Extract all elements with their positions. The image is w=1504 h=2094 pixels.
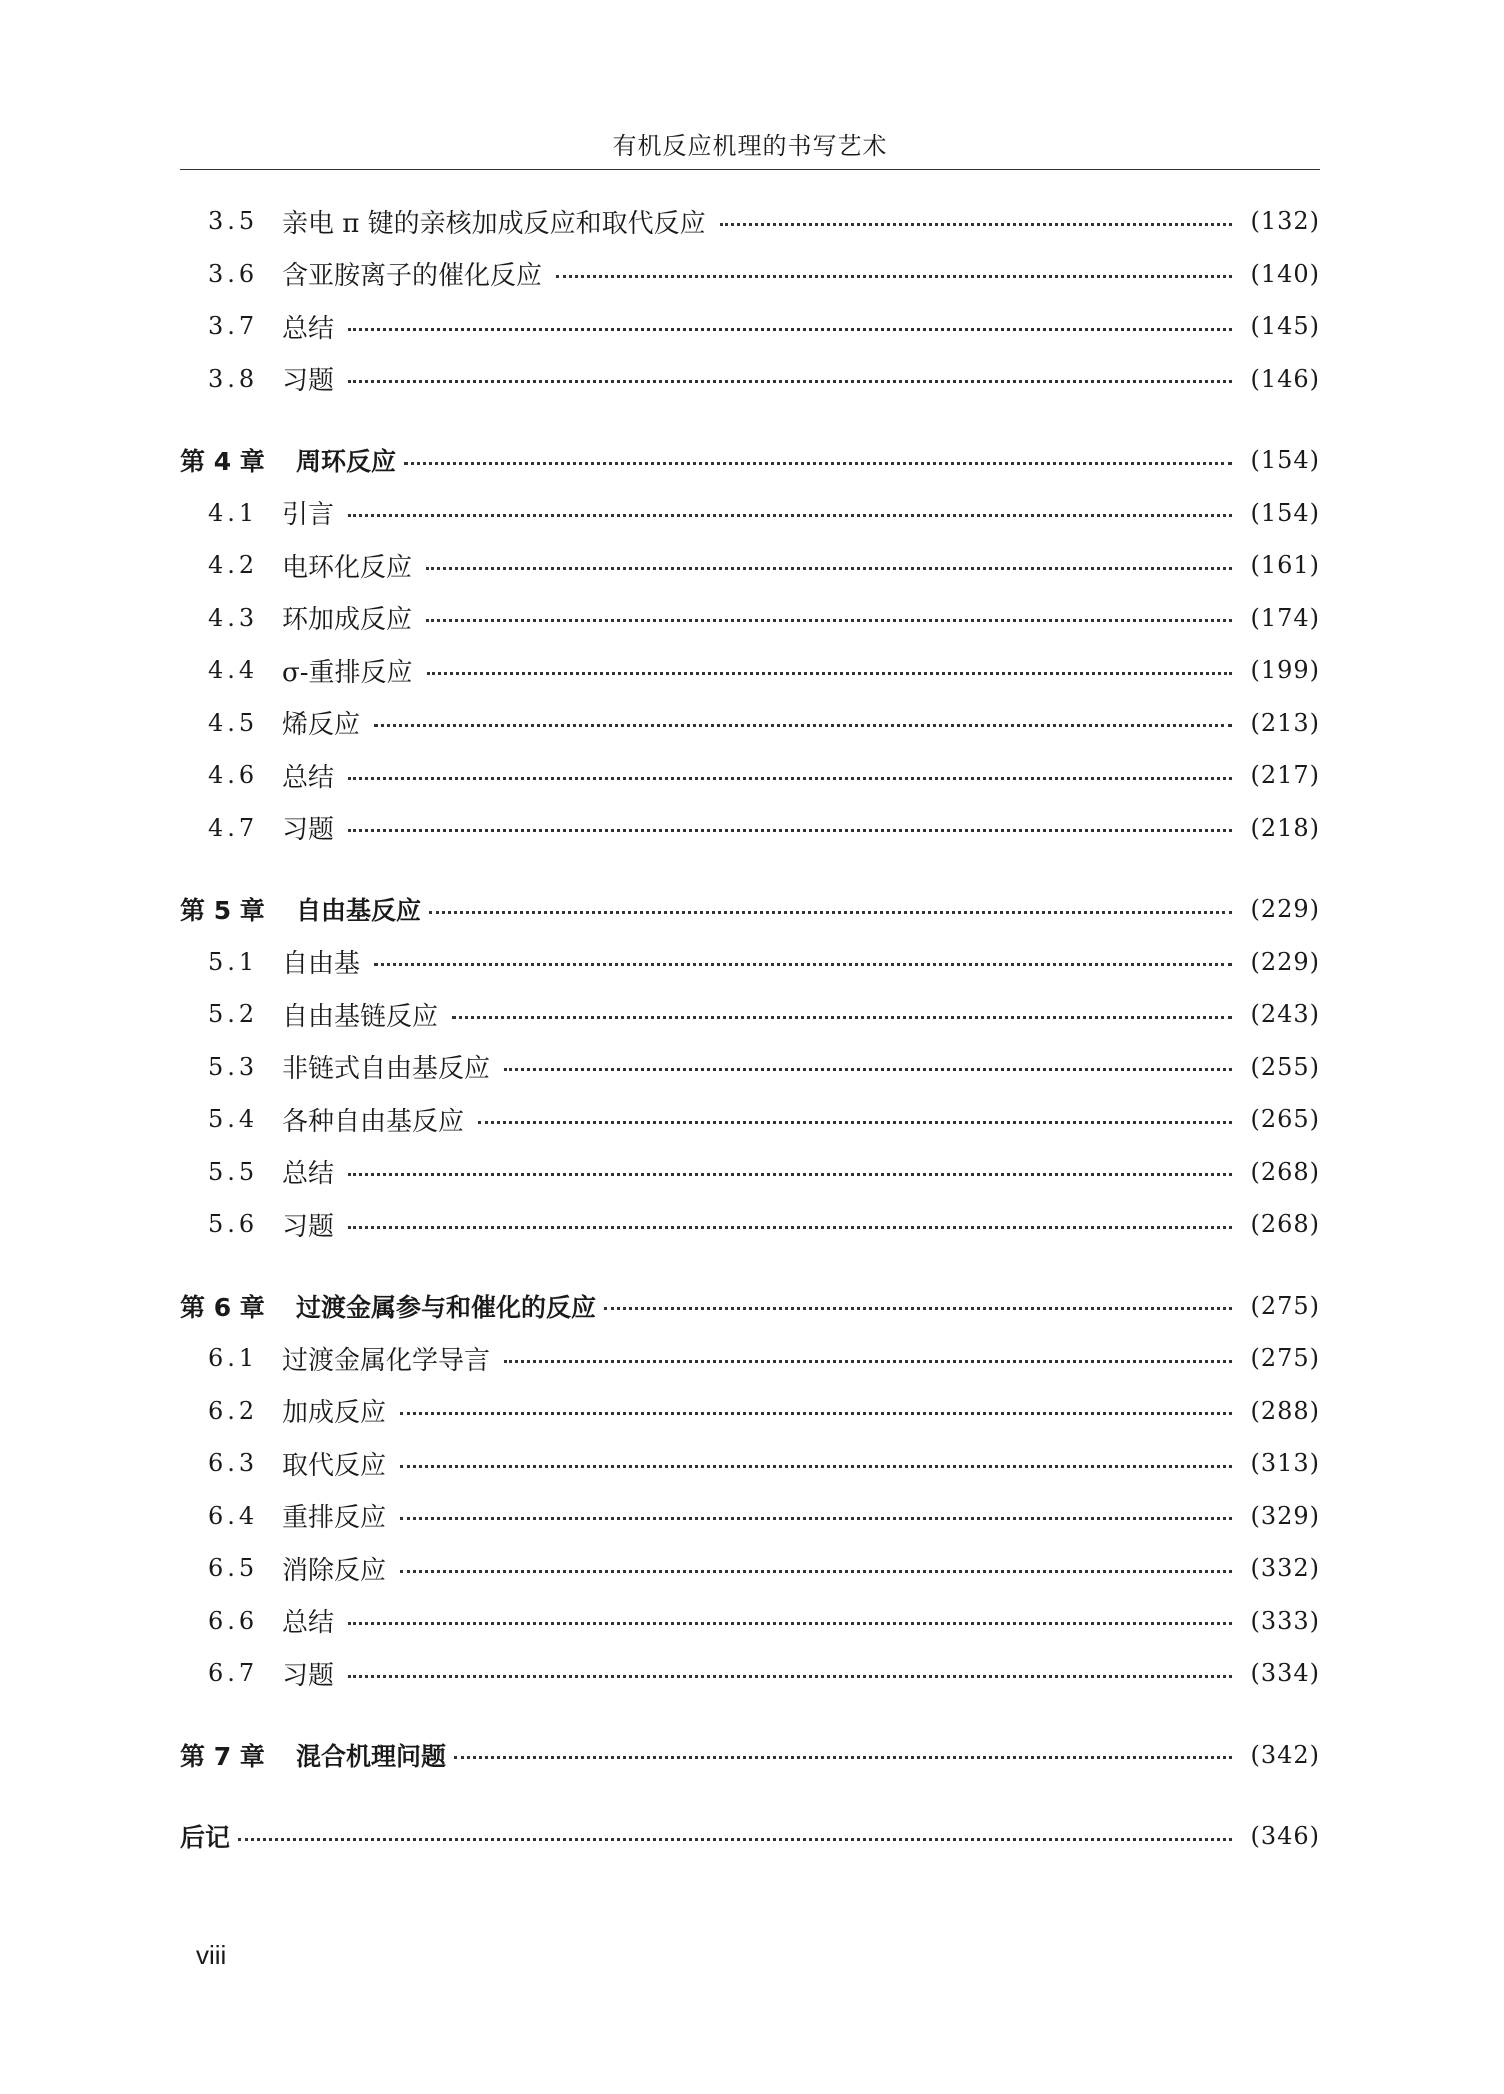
entry-page-number: (174) [1250, 603, 1320, 632]
dot-leader [348, 1622, 1232, 1625]
section-number: 3.6 [208, 259, 259, 288]
dot-leader [374, 724, 1232, 727]
toc-section-entry[interactable] [180, 697, 1320, 750]
entry-page-number: (332) [1250, 1554, 1320, 1583]
entry-page-number: (342) [1250, 1740, 1320, 1769]
dot-leader [348, 380, 1232, 383]
entry-title: 后记 [180, 1823, 231, 1853]
toc-section-entry[interactable] [180, 300, 1320, 353]
section-number: 3.5 [208, 207, 259, 236]
entry-title: 取代反应 [282, 1450, 387, 1481]
toc-section-entry[interactable] [180, 248, 1320, 301]
toc-section-entry[interactable] [180, 1332, 1320, 1385]
section-number: 4.3 [208, 603, 259, 632]
entry-title: 自由基反应 [296, 896, 422, 926]
entry-title: 各种自由基反应 [282, 1106, 465, 1137]
section-number: 6.4 [208, 1501, 259, 1530]
dot-leader [720, 223, 1232, 226]
dot-leader [452, 1016, 1232, 1019]
dot-leader [374, 963, 1232, 966]
dot-leader [348, 1675, 1232, 1678]
toc-section-entry[interactable] [180, 1146, 1320, 1199]
section-number: 6.6 [208, 1606, 259, 1635]
entry-page-number: (346) [1250, 1822, 1320, 1851]
dot-leader [348, 514, 1232, 517]
dot-leader [400, 1412, 1232, 1415]
section-number: 5.4 [208, 1105, 259, 1134]
running-title: 有机反应机理的书写艺术 [612, 132, 888, 160]
entry-title: 习题 [282, 815, 335, 846]
dot-leader [348, 328, 1232, 331]
entry-page-number: (140) [1250, 259, 1320, 288]
entry-page-number: (132) [1250, 207, 1320, 236]
section-number: 5.6 [208, 1210, 259, 1239]
chapter-number: 第 7 章 [180, 1741, 265, 1771]
toc-section-entry[interactable] [180, 936, 1320, 989]
entry-title: 混合机理问题 [296, 1741, 447, 1771]
section-number: 6.3 [208, 1449, 259, 1478]
entry-page-number: (213) [1250, 708, 1320, 737]
entry-page-number: (218) [1250, 813, 1320, 842]
entry-title: 习题 [282, 366, 335, 397]
dot-leader [238, 1838, 1232, 1841]
dot-leader [400, 1570, 1232, 1573]
entry-title: 重排反应 [282, 1503, 387, 1534]
toc-chapter-entry[interactable] [180, 1729, 1320, 1782]
dot-leader [426, 567, 1232, 570]
dot-leader [478, 1121, 1232, 1124]
toc-section-entry[interactable] [180, 644, 1320, 697]
toc-section-entry[interactable] [180, 1490, 1320, 1543]
entry-title: 过渡金属化学导言 [282, 1345, 491, 1376]
entry-title: 自由基链反应 [282, 1001, 439, 1032]
toc-section-entry[interactable] [180, 802, 1320, 855]
entry-page-number: (217) [1250, 761, 1320, 790]
header-rule [180, 169, 1320, 170]
entry-title: 习题 [282, 1660, 335, 1691]
entry-title: 总结 [282, 1159, 335, 1190]
entry-page-number: (313) [1250, 1449, 1320, 1478]
dot-leader [556, 275, 1232, 278]
section-number: 4.5 [208, 708, 259, 737]
section-number: 5.3 [208, 1052, 259, 1081]
section-number: 5.2 [208, 1000, 259, 1029]
entry-title: 习题 [282, 1211, 335, 1242]
section-number: 6.7 [208, 1659, 259, 1688]
entry-title: 过渡金属参与和催化的反应 [296, 1292, 597, 1322]
entry-title: 含亚胺离子的催化反应 [282, 261, 543, 292]
dot-leader [504, 1360, 1232, 1363]
entry-page-number: (199) [1250, 656, 1320, 685]
entry-page-number: (268) [1250, 1157, 1320, 1186]
chapter-number: 第 5 章 [180, 896, 265, 926]
section-number: 5.5 [208, 1157, 259, 1186]
entry-page-number: (229) [1250, 947, 1320, 976]
section-number: 4.2 [208, 551, 259, 580]
dot-leader [348, 829, 1232, 832]
entry-title: 引言 [282, 500, 335, 531]
entry-title: 总结 [282, 313, 335, 344]
entry-page-number: (265) [1250, 1105, 1320, 1134]
entry-title: 烯反应 [282, 710, 361, 741]
entry-page-number: (255) [1250, 1052, 1320, 1081]
dot-leader [400, 1465, 1232, 1468]
section-number: 4.6 [208, 761, 259, 790]
toc-section-entry[interactable] [180, 592, 1320, 645]
entry-page-number: (229) [1250, 895, 1320, 924]
dot-leader [454, 1756, 1232, 1759]
toc-chapter-entry[interactable] [180, 434, 1320, 487]
dot-leader [426, 619, 1232, 622]
section-number: 3.8 [208, 364, 259, 393]
section-number: 6.1 [208, 1344, 259, 1373]
section-number: 4.7 [208, 813, 259, 842]
entry-title: 消除反应 [282, 1555, 387, 1586]
table-of-contents [180, 195, 1320, 1863]
entry-title: 加成反应 [282, 1398, 387, 1429]
toc-section-entry[interactable] [180, 353, 1320, 406]
toc-section-entry[interactable] [180, 1595, 1320, 1648]
toc-section-entry[interactable] [180, 539, 1320, 592]
toc-section-entry[interactable] [180, 1385, 1320, 1438]
page-number: viii [196, 1940, 227, 1970]
entry-title: 非链式自由基反应 [282, 1054, 491, 1085]
chapter-number: 第 6 章 [180, 1292, 265, 1322]
entry-page-number: (154) [1250, 498, 1320, 527]
section-number: 5.1 [208, 947, 259, 976]
section-number: 4.4 [208, 656, 259, 685]
entry-page-number: (288) [1250, 1396, 1320, 1425]
entry-title: σ-重排反应 [282, 657, 413, 688]
dot-leader [348, 1226, 1232, 1229]
toc-section-entry[interactable] [180, 1647, 1320, 1700]
entry-page-number: (243) [1250, 1000, 1320, 1029]
entry-page-number: (275) [1250, 1344, 1320, 1373]
entry-title: 总结 [282, 1608, 335, 1639]
entry-title: 总结 [282, 762, 335, 793]
entry-page-number: (275) [1250, 1291, 1320, 1320]
toc-section-entry[interactable] [180, 195, 1320, 248]
toc-section-entry[interactable] [180, 1041, 1320, 1094]
dot-leader [429, 911, 1232, 914]
section-number: 3.7 [208, 312, 259, 341]
entry-page-number: (268) [1250, 1210, 1320, 1239]
section-number: 6.5 [208, 1554, 259, 1583]
toc-section-entry[interactable] [180, 1437, 1320, 1490]
entry-title: 自由基 [282, 949, 361, 980]
toc-chapter-entry[interactable] [180, 1280, 1320, 1333]
section-number: 4.1 [208, 498, 259, 527]
chapter-number: 第 4 章 [180, 447, 265, 477]
entry-title: 电环化反应 [282, 552, 413, 583]
dot-leader [504, 1068, 1232, 1071]
toc-section-entry[interactable] [180, 487, 1320, 540]
entry-page-number: (334) [1250, 1659, 1320, 1688]
entry-title: 周环反应 [296, 447, 397, 477]
toc-chapter-entry[interactable] [180, 883, 1320, 936]
entry-page-number: (161) [1250, 551, 1320, 580]
toc-section-entry[interactable] [180, 988, 1320, 1041]
dot-leader [348, 1173, 1232, 1176]
dot-leader [604, 1307, 1232, 1310]
entry-title: 亲电 π 键的亲核加成反应和取代反应 [282, 208, 706, 239]
section-number: 6.2 [208, 1396, 259, 1425]
dot-leader [427, 672, 1232, 675]
entry-page-number: (145) [1250, 312, 1320, 341]
toc-section-entry[interactable] [180, 1093, 1320, 1146]
toc-chapter-entry[interactable] [180, 1810, 1320, 1863]
toc-section-entry[interactable] [180, 1198, 1320, 1251]
entry-page-number: (329) [1250, 1501, 1320, 1530]
toc-section-entry[interactable] [180, 749, 1320, 802]
toc-section-entry[interactable] [180, 1542, 1320, 1595]
entry-page-number: (154) [1250, 446, 1320, 475]
entry-page-number: (146) [1250, 364, 1320, 393]
entry-page-number: (333) [1250, 1606, 1320, 1635]
dot-leader [400, 1517, 1232, 1520]
entry-title: 环加成反应 [282, 605, 413, 636]
dot-leader [348, 777, 1232, 780]
dot-leader [404, 462, 1232, 465]
